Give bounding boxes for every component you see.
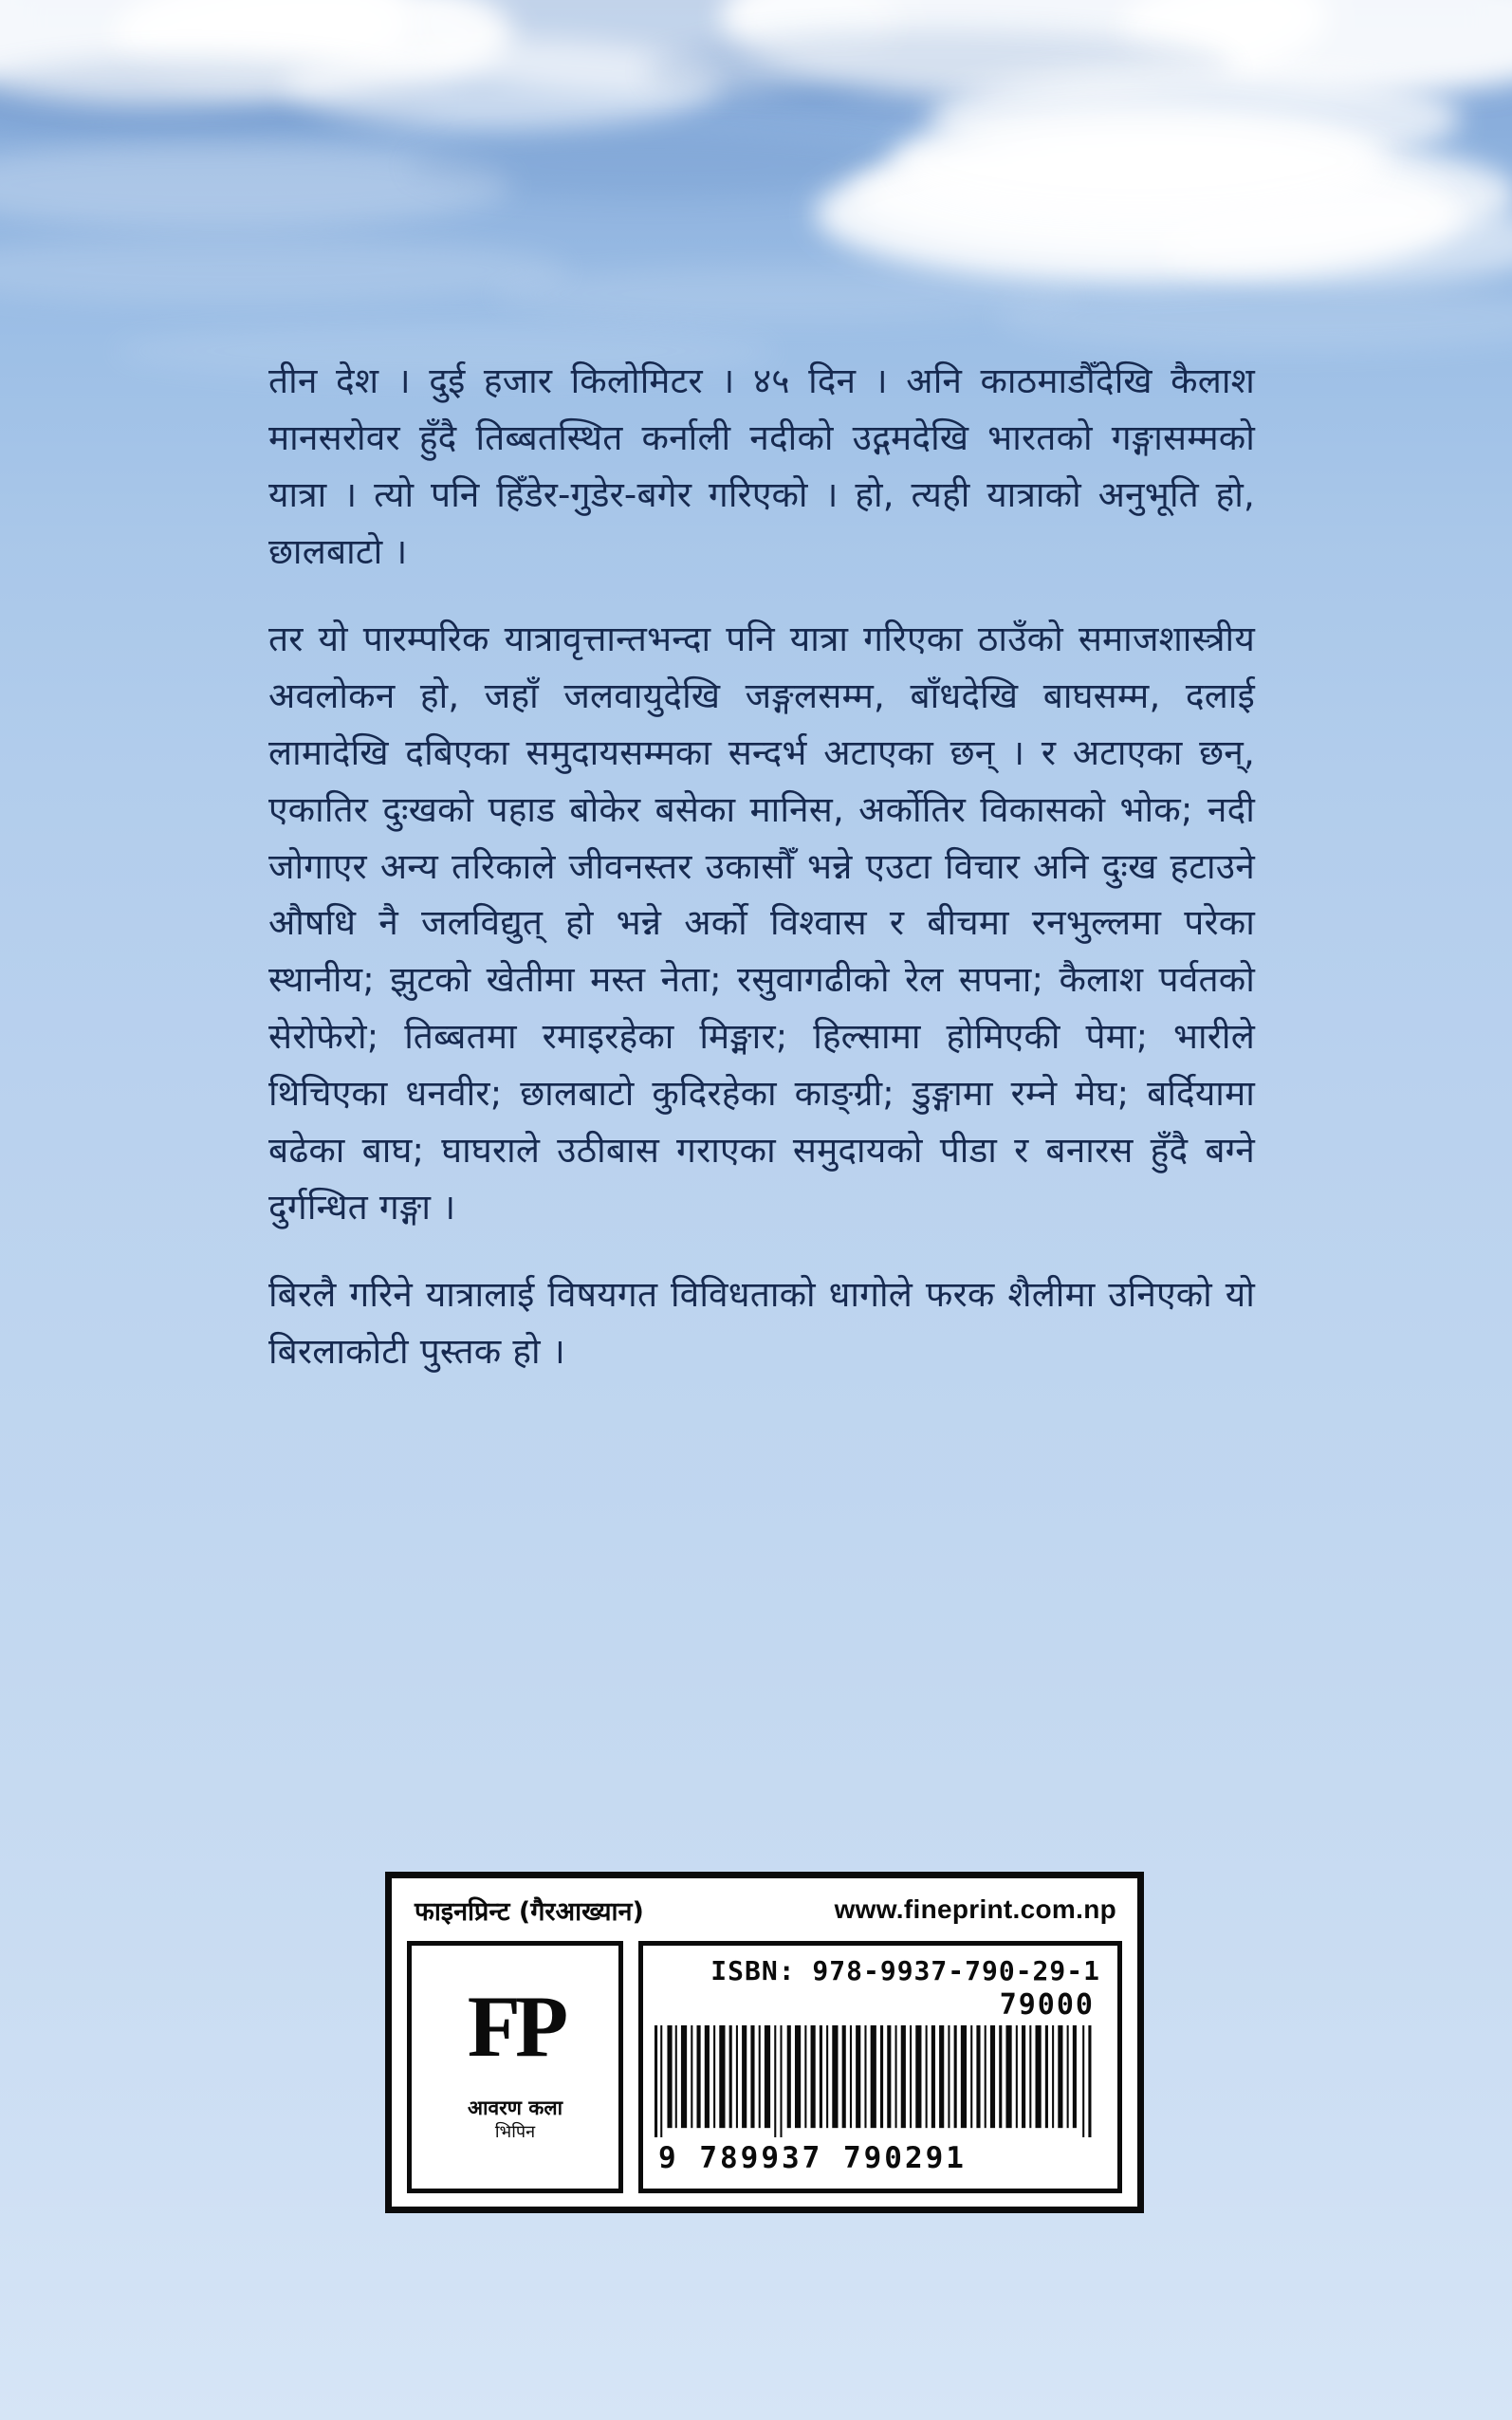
isbn-text: ISBN: 978-9937-790-29-1 — [710, 1955, 1100, 1986]
barcode-box — [638, 1941, 1122, 2193]
blurb-paragraph-1: तीन देश । दुई हजार किलोमिटर । ४५ दिन । अनि काठमाडौँदेखि कैलाश मानसरोवर हुँदै तिब्बतस्थित कर्नाली नदीको उद्गमदेखि भारतको गङ्गासम्मको यात्रा । त्यो पनि हिँडेर-गुडेर-बगेर गरिएको । हो, त्यही यात्राको अनुभूति हो, छालबाटो । — [268, 360, 1255, 572]
imprint-label: फाइनप्रिन्ट (गैरआख्यान) — [415, 1896, 644, 1927]
cover-art-credit-name: भिपिन — [494, 2122, 536, 2143]
blurb-paragraph-3: बिरलै गरिने यात्रालाई विषयगत विविधताको धागोले फरक शैलीमा उनिएको यो बिरलाकोटी पुस्तक हो । — [268, 1274, 1255, 1372]
price-code: 79000 — [999, 1988, 1095, 2022]
cover-art-credit — [468, 2095, 562, 2145]
publisher-barcode-block — [385, 1872, 1144, 2213]
blurb-paragraph-2: तर यो पारम्परिक यात्रावृत्तान्तभन्दा पनि यात्रा गरिएका ठाउँको समाजशास्त्रीय अवलोकन हो, जहाँ जलवायुदेखि जङ्गलसम्म, बाँधदेखि बाघसम्म, दलाई लामादेखि दबिएका समुदायसम्मका सन्दर्भ अटाएका छन् । र अटाएका छन्, एकातिर दुःखको पहाड बोकेर बसेका मानिस, अर्कोतिर विकासको भोक; नदी जोगाएर अन्य तरिकाले जीवनस्तर उकासौँ भन्ने एउटा विचार अनि दुःख हटाउने औषधि नै जलविद्युत् हो भन्ने अर्को विश्वास र बीचमा रनभुल्लमा परेका स्थानीय; झुटको खेतीमा मस्त नेता; रसुवागढीको रेल सपना; कैलाश पर्वतको सेरोफेरो; तिब्बतमा रमाइरहेका मिङ्मार; हिल्सामा होमिएकी पेमा; भारीले थिचिएका धनवीर; छालबाटो कुदिरहेका काङ्ग्री; डुङ्गामा रम्ने मेघ; बर्दियामा बढेका बाघ; घाघराले उठीबास गराएका समुदायको पीडा र बनारस हुँदै बग्ने दुर्गन्धित गङ्गा । — [268, 618, 1255, 1228]
ean-digits: 9 789937 790291 — [658, 2141, 967, 2175]
publisher-body — [392, 1941, 1137, 2207]
publisher-website[interactable]: www.fineprint.com.np — [834, 1894, 1116, 1924]
fineprint-logo-icon: FP — [467, 1977, 563, 2075]
publisher-logo-box — [407, 1941, 623, 2193]
cover-art-credit-label: आवरण कला — [467, 2096, 563, 2119]
back-cover-blurb — [268, 353, 1255, 1380]
barcode-bars-icon — [655, 2025, 1106, 2137]
publisher-header — [392, 1878, 1137, 1941]
